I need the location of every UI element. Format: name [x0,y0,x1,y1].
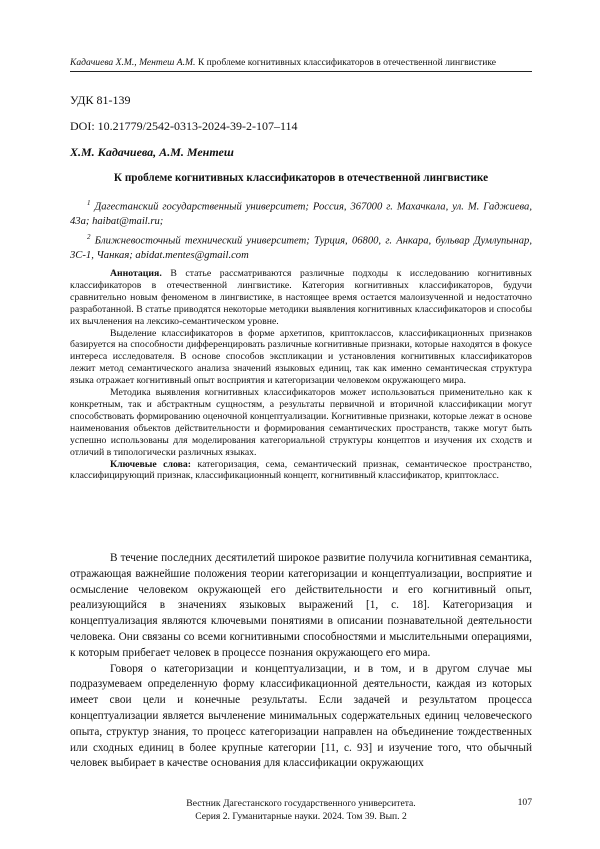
affiliation-2 [70,230,532,264]
affiliations [70,196,532,263]
affiliation-2-marker: 2 [87,232,91,241]
abstract-label: Аннотация. [110,268,162,279]
abstract [70,268,532,482]
body-paragraph-1: В течение последних десятилетий широкое развитие получила когнитивная семантика, отражающая важнейшие положения теории категоризации и концептуализации, восприятие и осмысление человеком окружающей его действительности и его когнитивный опыт, реализующийся в значениях языковых выражений [1, с. 18]. Категоризация и концептуализация являются ключевыми понятиями в описании познавательной деятельности человека. Они связаны со всеми когнитивными способностями и мыслительными операциями, к которым прибегает человек в процессе познания окружающего его мира. [70,552,532,659]
running-header-authors: Кадачиева Х.М., Ментеш А.М. [70,57,196,68]
affiliation-2-text: Ближневосточный технический университет; Турция, 06800, г. Анкара, бульвар Думлупынар, 3С-1, Чанкая; abidat.mentes@gmail.com [70,235,532,261]
affiliation-1-marker: 1 [87,199,91,207]
abstract-paragraph-1 [70,268,532,328]
affiliation-1 [70,196,532,230]
keywords [70,459,532,483]
doi: DOI: 10.21779/2542-0313-2024-39-2-107–114 [70,119,298,133]
affiliation-1-text: Дагестанский государственный университет; Россия, 367000 г. Махачкала, ул. М. Гаджиева, 43а; haibat@mail.ru; [70,201,532,228]
running-header-title: К проблеме когнитивных классификаторов в отечественной лингвистике [197,57,497,68]
body-paragraph-2: Говоря о категоризации и концептуализации, и в том, и в другом случае мы подразумеваем определенную форму классификационной деятельности, каждая из которых имеет свои цели и конечные результаты. Если задачей и результатом процесса концептуализации является вычленение минимальных содержательных единиц человеческого опыта, структур знания, то процесс категоризации направлен на объединение тождественных или сходных единиц в более крупные категории [11, с. 93] и изучение того, что обычный человек выбирает в качестве основания для классификации окружающих [70,662,532,770]
abstract-paragraph-3: Методика выявления когнитивных классификаторов может использоваться применительно как к конкретным, так и абстрактным сущностям, а результаты первичной и вторичной классификации могут способствовать формированию оценочной концептуализации. Когнитивные признаки, которые лежат в основе наименования объектов действительности и формирования семантических пространств, также могут быть успешно использованы для моделирования категориальной структуры концептов и изучения их сходств и отличий в типологически различных языках. [70,387,532,458]
article-body [70,551,532,772]
journal-footer-line-2: Серия 2. Гуманитарные науки. 2024. Том 39. Вып. 2 [195,811,407,822]
abstract-paragraph-2: Выделение классификаторов в форме архетипов, криптоклассов, классификационных признаков базируется на способности дифференцировать различные когнитивные признаки, которые находятся в фокусе интереса исследователя. В основе способов экспликации и установления когнитивных классификаторов лежит метод семантического анализа значений языковых единиц, так как именно семантическая структура языка отражает когнитивный опыт восприятия и категоризации человеком окружающего мира. [70,327,532,387]
article-authors: Х.М. Кадачиева, А.М. Ментеш [70,145,234,159]
page-number: 107 [517,797,532,808]
udc-code: УДК 81-139 [70,93,131,107]
keywords-label: Ключевые слова: [110,458,191,470]
keywords-text: категоризация, сема, семантический признак, семантическое пространство, классифицирующий признак, классификационный концепт, когнитивный классификатор, криптокласс. [70,458,532,482]
abstract-text-1: В статье рассматриваются различные подходы к исследованию когнитивных классификаторов в отечественной лингвистике. Категория когнитивных классификаторов, будучи сравнительно новым феноменом в лингвистике, в настоящее время остается малоизученной и недостаточно разработанной. В статье приводятся некоторые методики выявления когнитивных классификаторов и способы их вычленения на лексико-семантическом уровне. [70,268,533,327]
journal-footer-line-1: Вестник Дагестанского государственного университета. [186,798,416,809]
journal-footer [70,797,532,823]
header-divider [70,71,532,72]
article-title: К проблеме когнитивных классификаторов в отечественной лингвистике [113,172,489,184]
running-header [70,57,532,68]
